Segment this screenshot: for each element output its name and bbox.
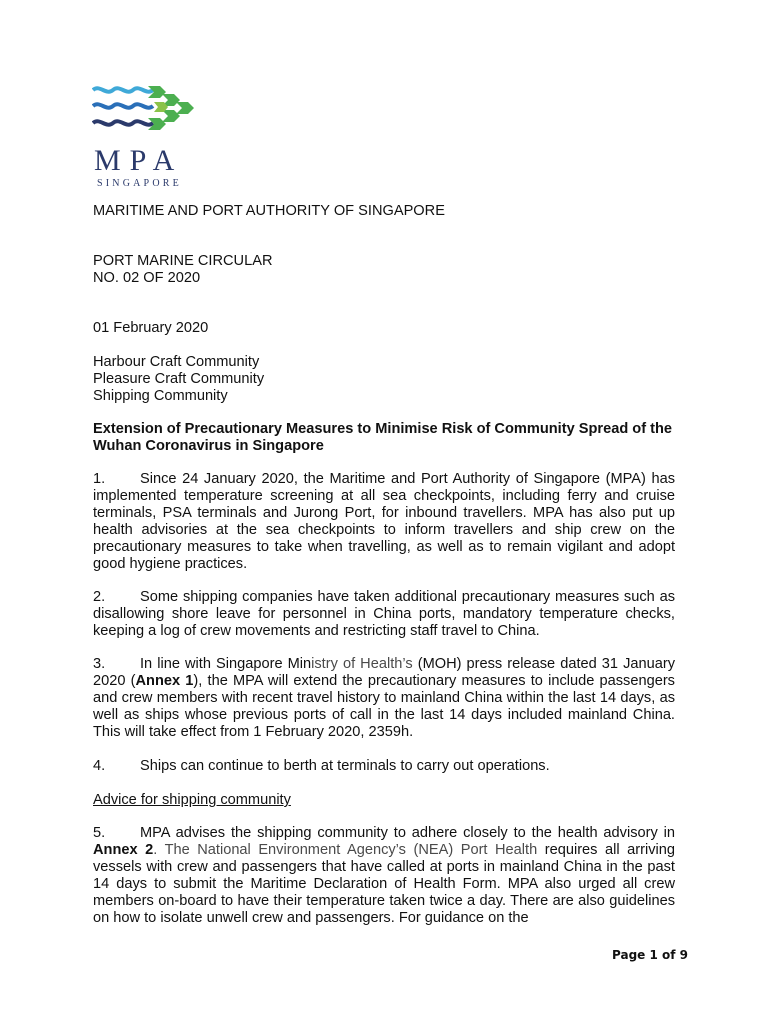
circular-title: Extension of Precautionary Measures to Minimise Risk of Community Spread of the Wuhan Coronavirus in Singapore <box>93 421 673 454</box>
paragraph-text: Some shipping companies have taken additional precautionary measures such as disallowing shore leave for personnel in China ports, mandatory temperature checks, keeping a log of crew movements and restricting staff travel to China. <box>93 589 675 639</box>
section-heading: Advice for shipping community <box>93 792 291 808</box>
wave-logo-icon <box>92 84 202 144</box>
paragraph-text: Ships can continue to berth at terminals to carry out operations. <box>140 758 550 774</box>
paragraph-number: 4. <box>93 758 106 774</box>
paragraph-text: Since 24 January 2020, the Maritime and Port Authority of Singapore (MPA) has implemented temperature screening at all sea checkpoints, including ferry and cruise terminals, PSA terminals and Jurong Port, for inbound travellers. MPA has also put up health advisories at the sea checkpoints to inform travellers and ship crew on the precautionary measures to take when travelling, as well as to remain vigilant and adopt good hygiene practices. <box>93 471 675 572</box>
paragraph-text: ), the MPA will extend the precautionary measures to include passengers and crew members with recent travel history to mainland China within the last 14 days, as well as ships whose previous ports of call in the last 14 days included mainland China. This will take effect from 1 February 2020, 2359h. <box>93 673 675 740</box>
circular-date: 01 February 2020 <box>93 320 209 336</box>
paragraph-text-gray: istry of Health’s <box>311 656 413 672</box>
paragraph-number: 2. <box>93 589 106 605</box>
logo-wordmark: MPA <box>94 144 184 177</box>
recipient-item: Pleasure Craft Community <box>93 371 265 387</box>
circular-heading <box>93 253 675 287</box>
paragraph-3 <box>93 656 675 741</box>
recipient-list <box>93 354 675 405</box>
paragraph-text-gray: . The National Environment Agency’s (NEA) Port Health <box>153 842 538 858</box>
mpa-logo <box>92 84 202 190</box>
paragraph-number: 5. <box>93 825 106 841</box>
paragraph-5 <box>93 825 675 927</box>
circular-number: NO. 02 OF 2020 <box>93 270 201 286</box>
recipient-item: Shipping Community <box>93 388 228 404</box>
page-number: Page 1 of 9 <box>612 948 688 962</box>
paragraph-number: 3. <box>93 656 106 672</box>
paragraph-number: 1. <box>93 471 106 487</box>
annex-reference: Annex 2 <box>93 842 154 858</box>
logo-subtitle: SINGAPORE <box>97 178 182 189</box>
recipient-item: Harbour Craft Community <box>93 354 260 370</box>
organization-name: MARITIME AND PORT AUTHORITY OF SINGAPORE <box>93 203 445 219</box>
paragraph-4 <box>93 758 675 775</box>
paragraph-text: In line with Singapore Min <box>140 656 312 672</box>
paragraph-2 <box>93 589 675 640</box>
annex-reference: Annex 1 <box>135 673 194 689</box>
paragraph-text: requires all arriving vessels with crew and passengers that have called at ports in mainland China in the past 14 days to submit the Maritime Declaration of Health Form. MPA also urged all crew members on-board to have their temperature taken twice a day. There are also guidelines on how to isolate unwell crew and passengers. For guidance on the <box>93 842 675 926</box>
paragraph-text: MPA advises the shipping community to adhere closely to the health advisory in <box>140 825 675 841</box>
paragraph-1 <box>93 471 675 573</box>
paragraph-text: (MOH) press release dated 31 January 2020 ( <box>93 656 676 689</box>
circular-line1: PORT MARINE CIRCULAR <box>93 253 273 269</box>
